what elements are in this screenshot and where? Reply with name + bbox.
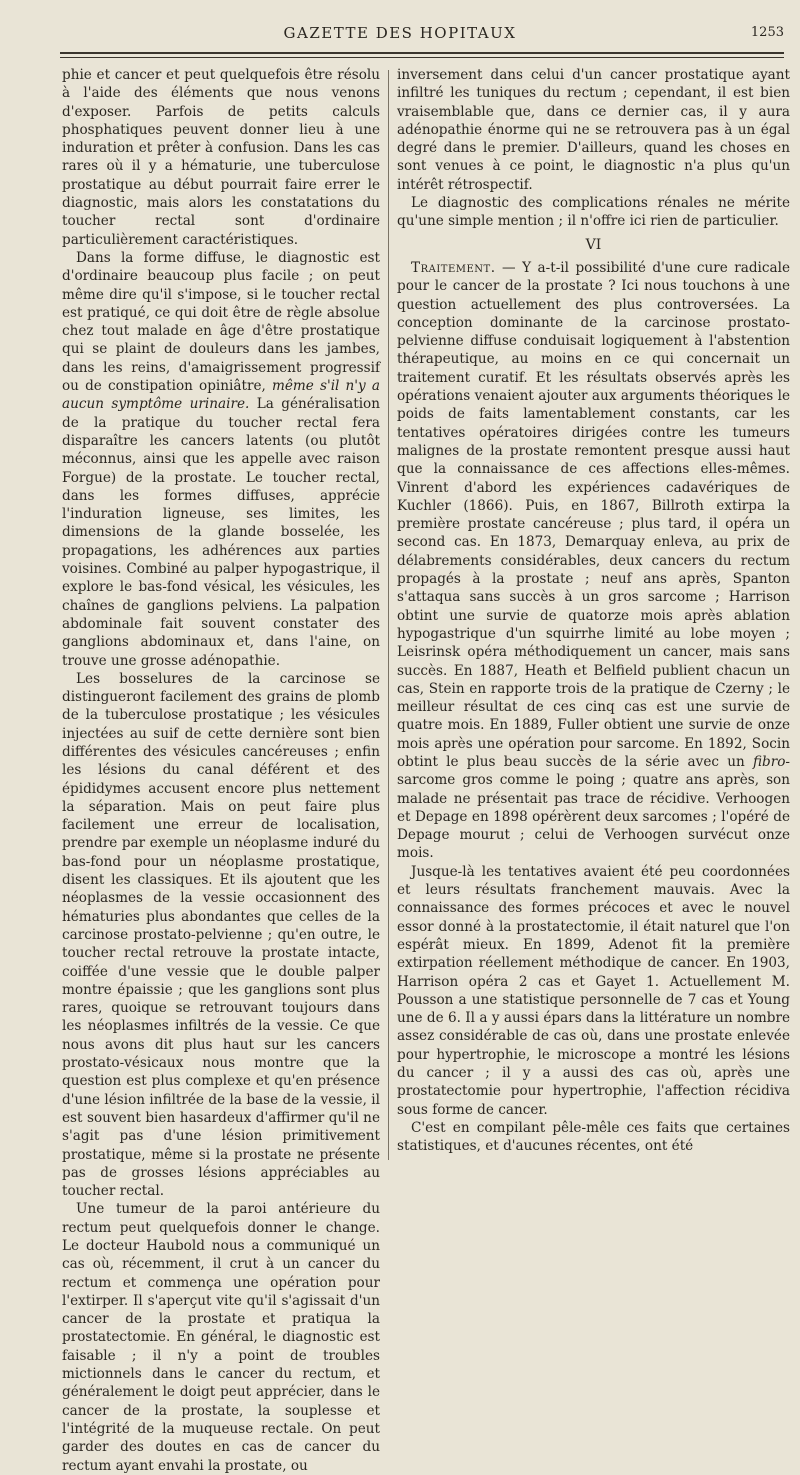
left-column: [62, 66, 380, 1474]
italic-emphasis: fibro: [752, 753, 786, 770]
paragraph-continued: inversement dans celui d'un cancer prostatique ayant infiltré les tuniques du rectum ; cependant, il est bien vraisemblable que, dans ce dernier cas, il y aura adénopathie énorme qui ne se retrouvera pas à un égal degré dans le premier. D'ailleurs, quand les choses en sont venues à ce point, le diagnostic n'a plus qu'un intérêt rétrospectif.: [397, 67, 790, 193]
section-number: VI: [585, 236, 602, 253]
paragraph-rectal-tumor: Une tumeur de la paroi antérieure du rectum peut quelquefois donner le change. Le docteur Haubold nous a communiqué un cas où, récemment, il crut à un cancer du rectum et commença une opération pour l'extirper. Il s'aperçut vite qu'il s'agissait d'un cancer de la prostate et pratiqua la prostatectomie. En général, le diagnostic est faisable ; il n'y a point de troubles mictionnels dans le cancer du rectum, et généralement le doigt peut apprécier, dans le cancer de la prostate, la souplesse et l'intégrité de la muqueuse rectale. On peut garder des doutes en cas de cancer du rectum ayant envahi la prostate, ou: [62, 1201, 380, 1474]
page-number: 1253: [750, 25, 784, 40]
paragraph-text: La généralisation de la pratique du toucher rectal fera disparaître les cancers latents (ou plutôt méconnus, ainsi que les appelle avec raison Forgue) de la prostate. Le toucher rectal, dans les formes diffuses, apprécie l'induration ligneuse, ses limites, les dimensions de la glande bosselée, les propagations, les adhérences aux parties voisines. Combiné au palper hypogastrique, il explore le bas-fond vésical, les vésicules, les chaînes de ganglions pelviens. La palpation abdominale fait souvent constater des ganglions abdominaux et, dans l'aine, on trouve une grosse adénopathie.: [62, 396, 380, 669]
right-column: [397, 66, 790, 1161]
column-divider: [388, 70, 389, 1160]
paragraph-text: Dans la forme diffuse, le diagnostic est d'ordinaire beaucoup plus facile ; on peut même dire qu'il s'impose, si le toucher rectal est pratiqué, ce qui doit être de règle absolue chez tout malade en âge d'être prostatique qui se plaint de douleurs dans les jambes, dans les reins, d'amaigrissement progressif ou de constipation opiniâtre,: [62, 249, 380, 395]
page-header: [0, 22, 800, 46]
paragraph-text: — Y a-t-il possibilité d'une cure radicale pour le cancer de la prostate ? Ici nous touchons à une question actuellement des plus controversées. La conception dominante de la carcinose prostato-pelvienne diffuse conduisait logiquement à l'abstention thérapeutique, au moins en ce qui concernait un traitement curatif. Et les résultats observés après les opérations venaient ajouter aux arguments théoriques le poids de faits lamentablement constants, car les tentatives opératoires dirigées contre les tumeurs malignes de la prostate remontent presque aussi haut que la connaissance de ces affections elles-mêmes. Vinrent d'abord les expériences cadavériques de Kuchler (1866). Puis, en 1867, Billroth extirpa la première prostate cancéreuse ; plus tard, il opéra un second cas. En 1873, Demarquay enleva, au prix de délabrements considérables, deux cancers du rectum propagés à la prostate ; neuf ans après, Spanton s'attaqua sans succès à un gros sarcome ; Harrison obtint une survie de quatorze mois après ablation hypogastrique d'un squirrhe limité au lobe moyen ; Leisrinsk opéra méthodiquement un cancer, mais sans succès. En 1887, Heath et Belfield publient chacun un cas, Stein en rapporte trois de la pratique de Czerny ; le meilleur résultat de ces cinq cas est une survie de quatre mois. En 1889, Fuller obtient une survie de onze mois après une opération pour sarcome. En 1892, Socin obtint le plus beau succès de la série avec un: [397, 259, 790, 770]
paragraph-text: -sarcome gros comme le poing ; quatre ans après, son malade ne présentait pas trace de récidive. Verhoogen et Depage en 1898 opérèrent deux sarcomes ; l'opéré de Depage mourut ; celui de Verhoogen survécut onze mois.: [397, 753, 790, 862]
paragraph-bosselures: Les bosselures de la carcinose se distingueront facilement des grains de plomb de la tuberculose prostatique ; les vésicules injectées au suif de cette dernière sont bien différentes des vésicules cancéreuses ; enfin les lésions du canal déférent et des épididymes accusent encore plus nettement la séparation. Mais on peut faire plus facilement une erreur de localisation, prendre par exemple un néoplasme induré du bas-fond pour un néoplasme prostatique, disent les classiques. Et ils ajoutent que les néoplasmes de la vessie occasionnent des hématuries plus abondantes que celles de la carcinose prostato-pelvienne ; qu'en outre, le toucher rectal retrouve la prostate intacte, coiffée d'une vessie que le double palper montre épaissie ; que les ganglions sont plus rares, quoique se retrouvant toujours dans les néoplasmes infiltrés de la vessie. Ce que nous avons dit plus haut sur les cancers prostato-vésicaux nous montre que la question est plus complexe et qu'en présence d'une lésion infiltrée de la base de la vessie, il est souvent bien hasardeux d'affirmer qu'il ne s'agit pas d'une lésion primitivement prostatique, même si la prostate ne présente pas de grosses lésions appréciables au toucher rectal.: [62, 670, 380, 1200]
paragraph-statistics: C'est en compilant pêle-mêle ces faits que certaines statistiques, et d'aucunes récentes, ont été: [397, 1119, 790, 1155]
paragraph-treatment: [397, 259, 790, 863]
paragraph-renal-complications: Le diagnostic des complications rénales ne mérite qu'une simple mention ; il n'offre ici rien de particulier.: [397, 195, 790, 230]
header-rule-thin: [60, 57, 784, 58]
section-heading: Traitement.: [411, 259, 496, 276]
paragraph-diffuse-form: [62, 249, 380, 670]
header-rule-thick: [60, 52, 784, 54]
paragraph-continued: phie et cancer et peut quelquefois être résolu à l'aide des éléments que nous venons d'exposer. Parfois de petits calculs phosphatiques peuvent donner lieu à une induration et prêter à confusion. Dans les cas rares où il y a hématurie, une tuberculose prostatique au début pourrait faire errer le diagnostic, mais alors les constatations du toucher rectal sont d'ordinaire particulièrement caractéristiques.: [62, 67, 380, 248]
paragraph-attempts: Jusque-là les tentatives avaient été peu coordonnées et leurs résultats franchement mauvais. Avec la connaissance des formes précoces et avec le nouvel essor donné à la prostatectomie, il était naturel que l'on espérât mieux. En 1899, Adenot fit la première extirpation réellement méthodique de cancer. En 1903, Harrison opéra 2 cas et Gayet 1. Actuellement M. Pousson a une statistique personnelle de 7 cas et Young une de 6. Il a y aussi épars dans la littérature un nombre assez considérable de cas où, dans une prostate enlevée pour hypertrophie, le microscope a montré les lésions du cancer ; il y a aussi des cas où, après une prostatectomie pour hypertrophie, l'affection récidiva sous forme de cancer.: [397, 863, 790, 1118]
journal-title: GAZETTE DES HOPITAUX: [283, 24, 517, 42]
italic-emphasis: même s'il n'y a aucun symptôme urinaire.: [62, 378, 380, 413]
